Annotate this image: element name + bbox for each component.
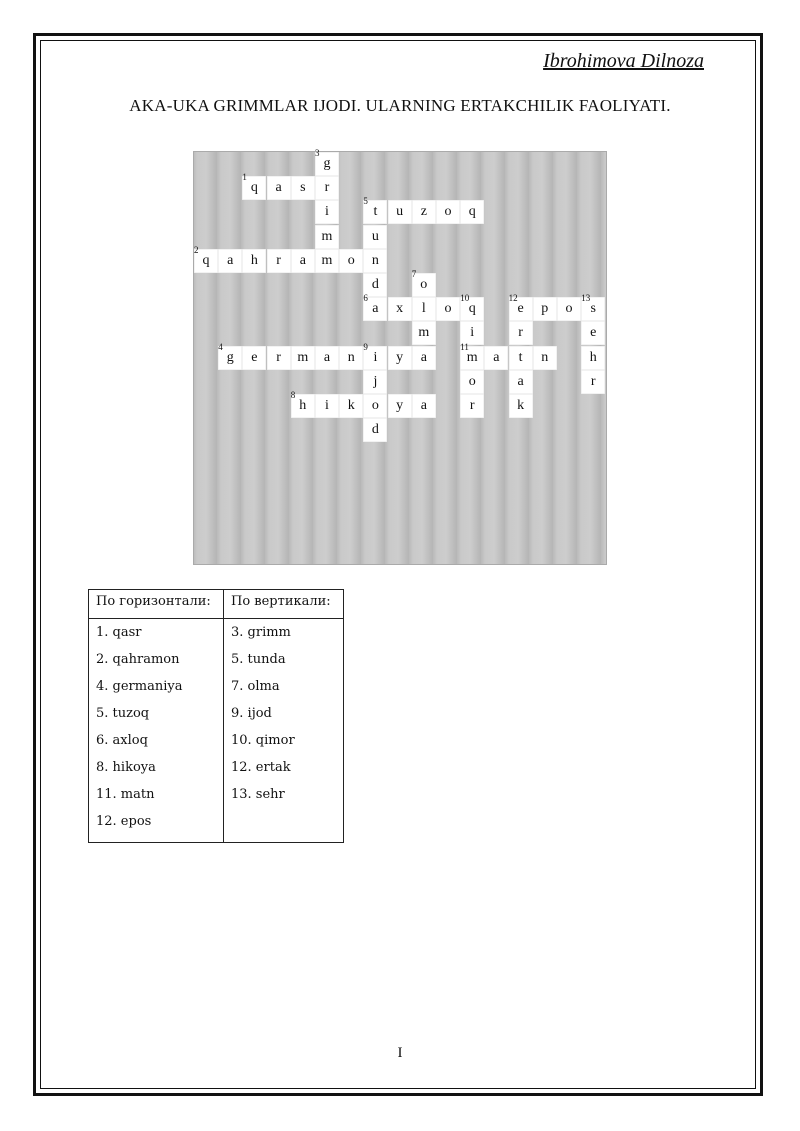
cell-letter: i — [325, 398, 329, 413]
crossword-cell — [363, 196, 387, 224]
crossword-cell — [339, 346, 363, 370]
clue-number: 4 — [218, 341, 223, 352]
cell-letter: p — [541, 301, 549, 317]
cell-letter: m — [321, 252, 333, 268]
cell-letter: g — [226, 349, 234, 365]
clue-number: 13 — [581, 293, 591, 304]
cell-letter: h — [589, 349, 597, 365]
vertical-clue-item: 12. ertak — [231, 760, 291, 775]
cell-letter: m — [466, 349, 478, 365]
crossword-cell — [509, 394, 533, 418]
crossword-cell — [315, 148, 339, 176]
clue-number: 12 — [508, 293, 518, 304]
cell-letter: r — [590, 373, 596, 389]
cell-letter: q — [202, 252, 210, 268]
cell-letter: k — [347, 398, 355, 413]
horizontal-clues-cell — [89, 619, 224, 843]
crossword-cell — [218, 249, 242, 273]
crossword-cell — [218, 341, 242, 370]
crossword-cell — [242, 346, 266, 370]
cell-letter: e — [251, 349, 258, 365]
crossword-cell — [412, 321, 436, 345]
cell-letter: n — [347, 349, 355, 365]
clue-number: 1 — [242, 172, 247, 183]
cell-letter: r — [276, 349, 281, 365]
cell-letter: o — [371, 398, 379, 413]
cell-letter: x — [396, 301, 404, 317]
cell-letter: r — [324, 180, 330, 196]
cell-letter: t — [373, 204, 378, 220]
crossword-cell — [315, 346, 339, 370]
horizontal-clue-item: 1. qasr — [96, 625, 142, 640]
cell-letter: a — [323, 349, 331, 365]
vertical-clue-item: 13. sehr — [231, 787, 285, 802]
cell-letter: a — [420, 398, 427, 413]
clue-number: 2 — [194, 244, 199, 255]
crossword-cell — [436, 200, 460, 224]
vertical-clue-item: 7. olma — [231, 679, 280, 694]
cell-letter: e — [590, 325, 597, 341]
crossword-cell — [460, 370, 484, 394]
crossword-cell — [291, 176, 315, 200]
crossword-cell — [267, 249, 291, 273]
cell-letter: m — [418, 325, 430, 341]
clue-number: 11 — [460, 341, 469, 352]
crossword-cell — [242, 172, 266, 200]
clue-number: 5 — [363, 196, 368, 207]
crossword-cell — [290, 390, 315, 418]
horizontal-clue-item: 5. tuzoq — [96, 706, 150, 721]
cell-letter: y — [396, 398, 404, 413]
horizontal-clue-item: 4. germaniya — [96, 679, 183, 694]
crossword-cell — [339, 394, 363, 418]
crossword-cell — [509, 346, 533, 370]
crossword-cell — [363, 225, 387, 249]
crossword-cell — [194, 244, 218, 273]
cell-letter: q — [250, 180, 258, 196]
crossword-cell — [509, 370, 533, 394]
cell-letter: h — [299, 398, 307, 413]
cell-letter: t — [518, 349, 523, 365]
cell-letter: i — [325, 204, 329, 220]
vertical-clue-item: 5. tunda — [231, 652, 286, 667]
crossword-cell — [267, 176, 291, 200]
horizontal-clue-item: 12. epos — [96, 814, 152, 829]
crossword-cell — [363, 341, 387, 370]
crossword-cell — [509, 321, 533, 345]
clue-number: 8 — [290, 390, 296, 400]
cell-letter: h — [250, 252, 258, 268]
cell-letter: o — [565, 301, 573, 317]
crossword-cell — [363, 394, 387, 418]
clue-number: 10 — [460, 293, 470, 304]
author-name: Ibrohimova Dilnoza — [543, 50, 704, 72]
cell-letter: o — [347, 252, 355, 268]
crossword-cell — [460, 293, 484, 321]
crossword-cell — [388, 200, 412, 224]
crossword-cell — [315, 225, 339, 249]
cell-letter: l — [421, 301, 426, 317]
crossword-cell — [460, 394, 484, 418]
horizontal-clue-item: 11. matn — [96, 787, 155, 802]
vertical-clue-item: 3. grimm — [231, 625, 291, 640]
clues-body-row — [89, 619, 344, 843]
cell-letter: q — [468, 301, 476, 317]
crossword-cell — [412, 297, 436, 321]
cell-letter: i — [373, 349, 378, 365]
crossword-cell — [315, 249, 339, 273]
vertical-clue-item: 10. qimor — [231, 733, 295, 748]
crossword-cell — [460, 200, 484, 224]
crossword-cell — [339, 249, 363, 273]
crossword-cell — [315, 394, 339, 418]
cell-letter: o — [444, 301, 452, 317]
crossword-cell — [533, 346, 557, 370]
cell-letter: n — [371, 252, 379, 268]
cell-letter: a — [227, 252, 234, 268]
cell-letter: a — [517, 373, 524, 389]
cell-letter: u — [396, 204, 404, 220]
crossword-cell — [412, 200, 436, 224]
crossword-cell — [411, 269, 436, 297]
cell-letter: u — [371, 228, 379, 244]
cell-letter: m — [297, 349, 309, 365]
horizontal-clue-item: 6. axloq — [96, 733, 148, 748]
cell-letter: o — [468, 373, 476, 389]
crossword-cell — [557, 297, 581, 321]
crossword-cell — [291, 346, 315, 370]
crossword-cell — [388, 297, 412, 321]
crossword-cell — [581, 346, 605, 370]
horizontal-clue-list — [89, 619, 223, 842]
crossword-cell — [315, 176, 339, 200]
cell-letter: o — [420, 277, 428, 292]
crossword-cell — [484, 346, 508, 370]
crossword-cell — [508, 293, 533, 321]
page-title: AKA-UKA GRIMMLAR IJODI. ULARNING ERTAKCHILIK FAOLIYATI. — [129, 96, 671, 115]
vertical-clues-cell — [224, 619, 344, 843]
cell-letter: a — [299, 252, 306, 268]
cell-letter: a — [493, 349, 500, 365]
crossword-cell — [581, 293, 605, 321]
page-number: I — [397, 1045, 403, 1061]
horizontal-clue-item: 8. hikoya — [96, 760, 156, 775]
cell-letter: o — [444, 204, 452, 220]
crossword-cell — [363, 249, 387, 273]
cell-letter: a — [275, 180, 282, 196]
vertical-header: По вертикали: — [224, 590, 344, 619]
crossword-cell — [533, 297, 557, 321]
crossword-cell — [315, 200, 339, 224]
crossword-cell — [412, 394, 436, 418]
vertical-clue-list — [224, 619, 343, 815]
cell-letter: y — [396, 349, 404, 365]
clue-number: 6 — [363, 293, 368, 304]
cell-letter: r — [469, 398, 475, 413]
crossword-cell — [388, 394, 412, 418]
cell-letter: r — [276, 252, 281, 268]
clue-number: 9 — [363, 341, 368, 352]
cell-letter: k — [517, 398, 525, 413]
cell-letter: d — [371, 277, 379, 292]
cell-letter: q — [468, 204, 476, 220]
cell-letter: s — [590, 301, 596, 317]
cell-letter: g — [323, 156, 331, 171]
cell-letter: n — [541, 349, 549, 365]
vertical-clue-item: 9. ijod — [231, 706, 272, 721]
cell-letter: a — [420, 349, 427, 365]
horizontal-clue-item: 2. qahramon — [96, 652, 180, 667]
crossword-cell — [412, 346, 436, 370]
crossword-cell — [388, 346, 412, 370]
clue-number: 3 — [315, 148, 320, 158]
crossword-cell — [581, 321, 605, 345]
crossword-grid — [194, 148, 606, 564]
cell-letter: e — [517, 301, 524, 317]
crossword-cell — [242, 249, 266, 273]
crossword-cell — [363, 293, 387, 321]
crossword-cell — [291, 249, 315, 273]
cell-letter: a — [372, 301, 379, 317]
cell-letter: j — [373, 373, 378, 389]
horizontal-header: По горизонтали: — [89, 590, 224, 619]
clues-table — [88, 589, 344, 843]
cell-letter: r — [518, 325, 523, 341]
crossword-cell — [581, 370, 605, 394]
crossword-cell — [436, 297, 460, 321]
crossword-cell — [267, 346, 291, 370]
cell-letter: i — [470, 325, 475, 341]
clue-number: 7 — [411, 269, 417, 279]
crossword-cell — [363, 418, 387, 442]
cell-letter: s — [300, 180, 306, 196]
clues-header-row — [89, 590, 344, 619]
cell-letter: z — [420, 204, 427, 220]
crossword-cell — [363, 370, 387, 394]
cell-letter: d — [371, 422, 379, 438]
cell-letter: m — [321, 228, 333, 244]
crossword-cell — [460, 341, 484, 370]
